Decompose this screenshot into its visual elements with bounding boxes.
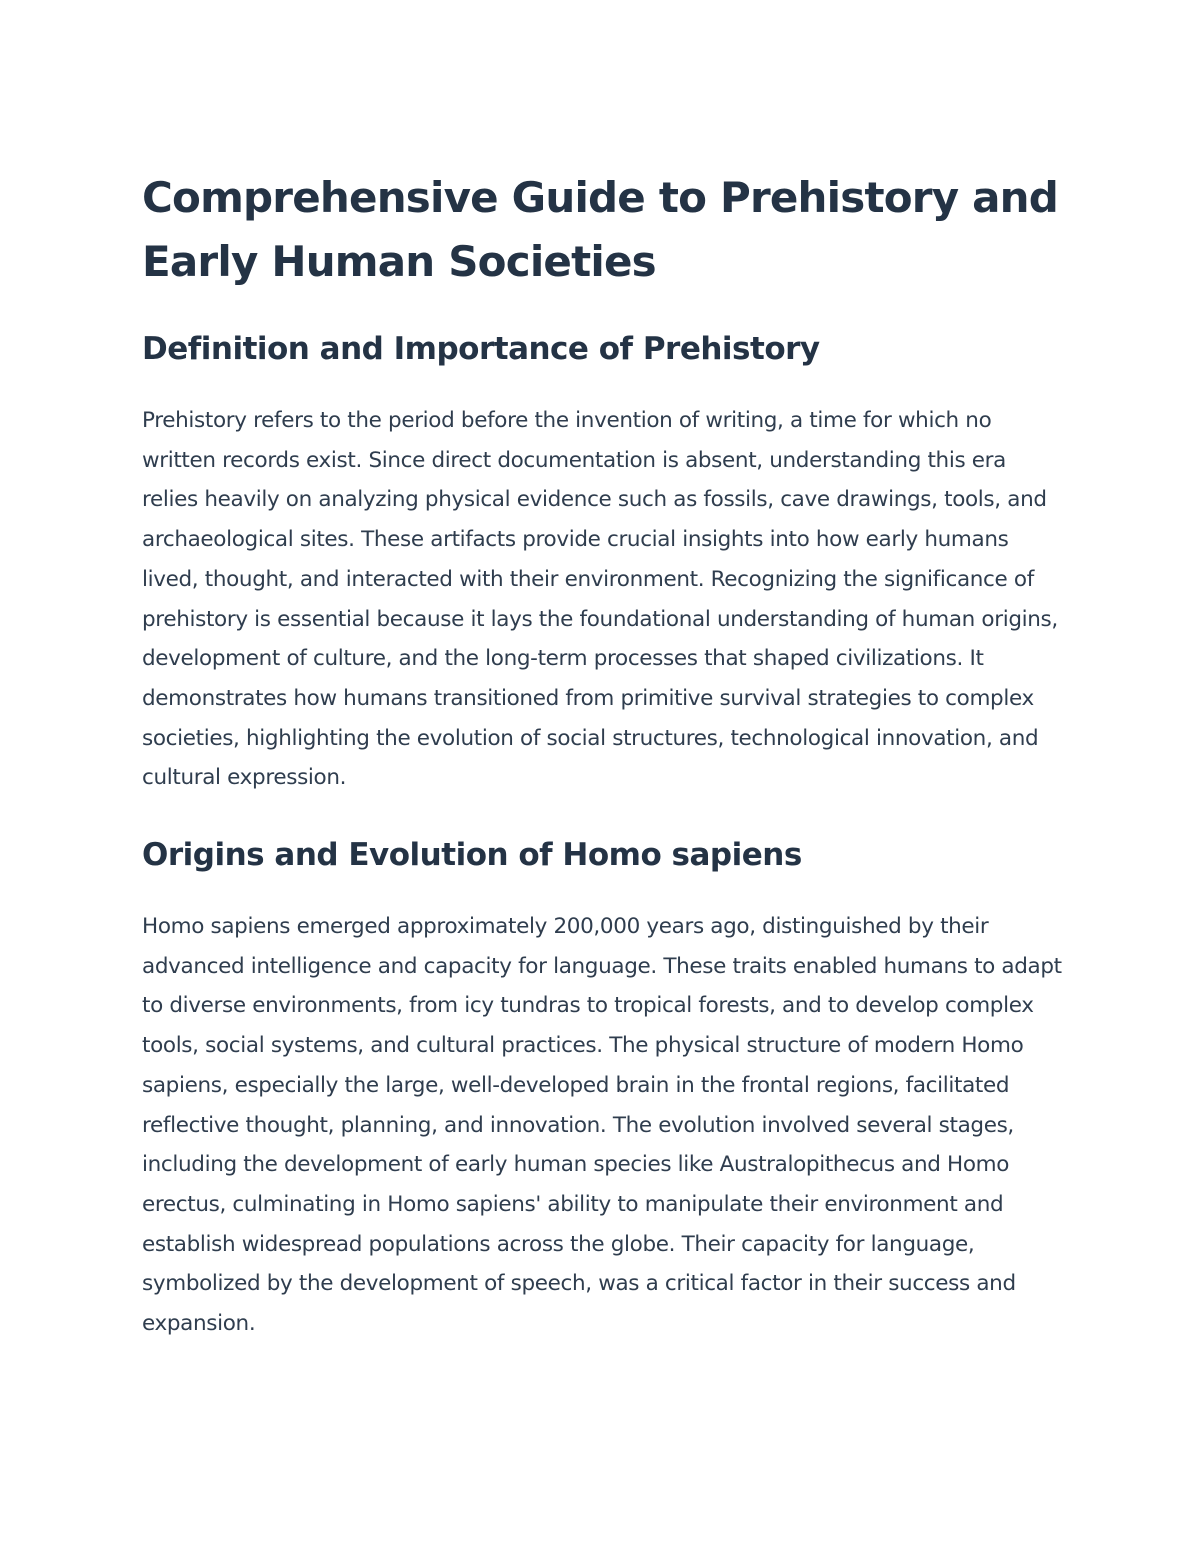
section-definition-importance [142, 328, 1064, 798]
section-heading: Definition and Importance of Prehistory [142, 331, 820, 367]
section-paragraph: Prehistory refers to the period before the invention of writing, a time for which no written records exist. Since direct documentation is absent, understanding this era relies heavily on analyzing physical evidence such as fossils, cave drawings, tools, and archaeological sites. These artifacts provide crucial insights into how early humans lived, thought, and interacted with their environment. Recognizing the significance of prehistory is essential because it lays the foundational understanding of human origins, development of culture, and the long-term processes that shaped civilizations. It demonstrates how humans transitioned from primitive survival strategies to complex societies, highlighting the evolution of social structures, technological innovation, and cultural expression. [142, 408, 1058, 791]
section-paragraph: Homo sapiens emerged approximately 200,000 years ago, distinguished by their advanced intelligence and capacity for language. These traits enabled humans to adapt to diverse environments, from icy tundras to tropical forests, and to develop complex tools, social systems, and cultural practices. The physical structure of modern Homo sapiens, especially the large, well-developed brain in the frontal regions, facilitated reflective thought, planning, and innovation. The evolution involved several stages, including the development of early human species like Australopithecus and Homo erectus, culminating in Homo sapiens' ability to manipulate their environment and establish widespread populations across the globe. Their capacity for language, symbolized by the development of speech, was a critical factor in their success and expansion. [142, 914, 1062, 1337]
section-heading: Origins and Evolution of Homo sapiens [142, 837, 802, 874]
document-content [142, 166, 1064, 1344]
document-title: Comprehensive Guide to Prehistory and Early Human Societies [142, 173, 1058, 286]
section-origins-evolution [142, 834, 1064, 1344]
